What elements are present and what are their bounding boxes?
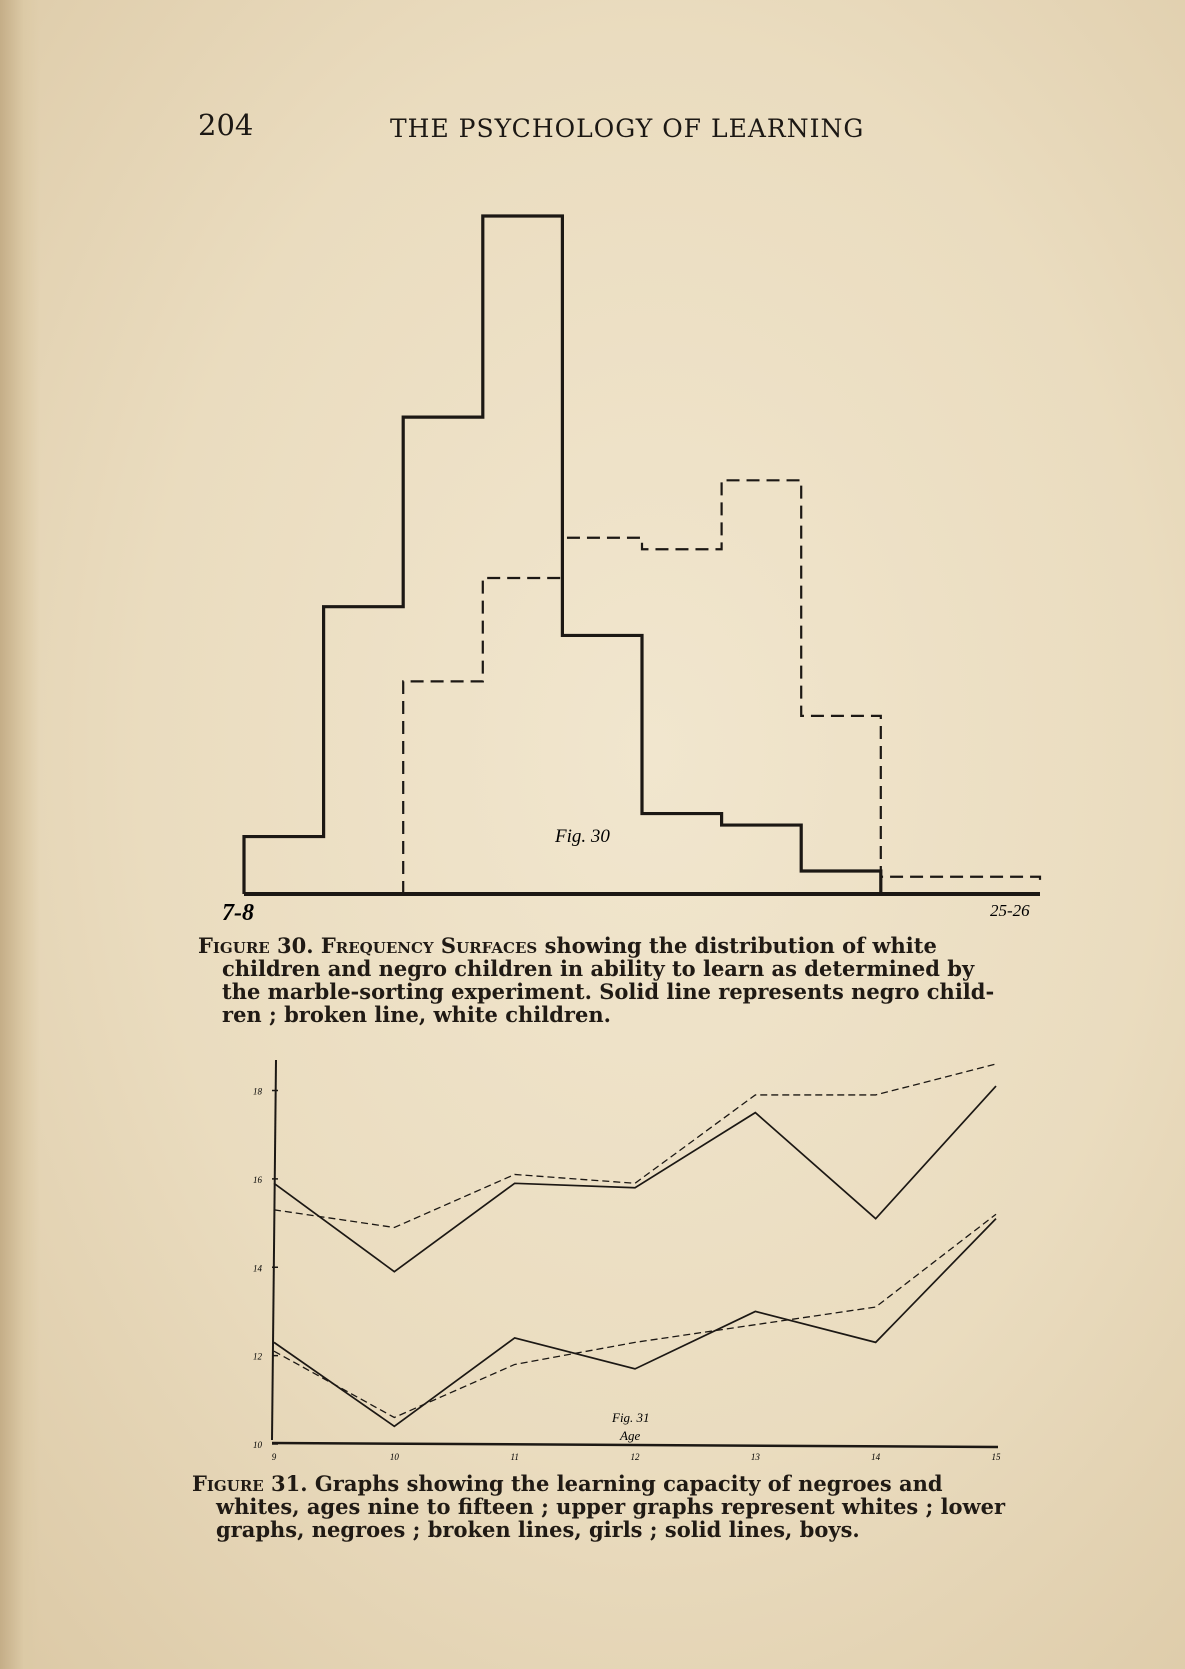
running-head: THE PSYCHOLOGY OF LEARNING	[390, 114, 865, 143]
fig31-x-tick-label: 13	[750, 1452, 760, 1462]
fig30-series-solid	[244, 216, 1040, 894]
fig31-series-lower-dashed	[274, 1214, 996, 1417]
fig31-x-tick-label: 14	[871, 1452, 881, 1462]
figure-31-caption-label: Figure 31.	[192, 1471, 308, 1496]
figure-30-plot	[222, 216, 1040, 926]
fig30-x-start-label: 7-8	[222, 900, 254, 926]
fig31-x-tick-label: 11	[510, 1452, 519, 1462]
figure-30-caption-label: Figure 30.	[198, 933, 314, 958]
fig31-x-tick-label: 15	[991, 1452, 1001, 1462]
fig30-series-dashed	[403, 480, 1040, 894]
figure-30-caption-line-3: the marble-sorting experiment. Solid line represents negro child-	[222, 979, 995, 1004]
fig31-y-axis	[272, 1060, 276, 1440]
figure-31-caption-line-2: whites, ages nine to fifteen ; upper graphs represent whites ; lower	[216, 1494, 1006, 1519]
fig31-y-tick-label: 10	[253, 1440, 262, 1450]
figure-30-caption-line-4: ren ; broken line, white children.	[222, 1002, 611, 1027]
fig31-series-lower-solid	[274, 1219, 996, 1427]
fig30-x-end-label: 25-26	[990, 901, 1030, 920]
fig31-plot-mark: Fig. 31	[612, 1410, 650, 1425]
figure-30-caption-title: Frequency Surfaces	[320, 933, 538, 958]
figure-31-caption-line-1: Graphs showing the learning capacity of negroes and	[307, 1471, 943, 1496]
fig31-y-tick-label: 12	[253, 1351, 262, 1362]
fig31-y-tick-label: 16	[253, 1174, 262, 1185]
figure-30-caption-line-2: children and negro children in ability to learn as determined by	[222, 956, 975, 981]
fig30-plot-mark: Fig. 30	[555, 826, 610, 847]
fig31-x-tick-label: 12	[630, 1452, 640, 1462]
fig31-x-tick-label: 10	[389, 1452, 399, 1462]
fig31-y-tick-label: 14	[253, 1263, 262, 1274]
fig31-x-tick-label: 9	[271, 1452, 277, 1462]
fig31-x-axis	[272, 1443, 998, 1447]
figure-30-caption	[198, 934, 1070, 1026]
figure-31-caption-line-3: graphs, negroes ; broken lines, girls ; solid lines, boys.	[216, 1517, 860, 1542]
fig31-series-upper-solid	[274, 1086, 996, 1272]
fig31-x-axis-label: Age	[620, 1428, 641, 1443]
fig31-series-upper-dashed	[274, 1064, 996, 1227]
figure-31-caption	[192, 1472, 1070, 1541]
fig31-y-tick-label: 18	[253, 1086, 262, 1097]
page-number: 204	[198, 108, 254, 142]
figure-30-caption-line-1: showing the distribution of white	[537, 933, 937, 958]
figure-31-plot	[253, 1060, 1001, 1462]
